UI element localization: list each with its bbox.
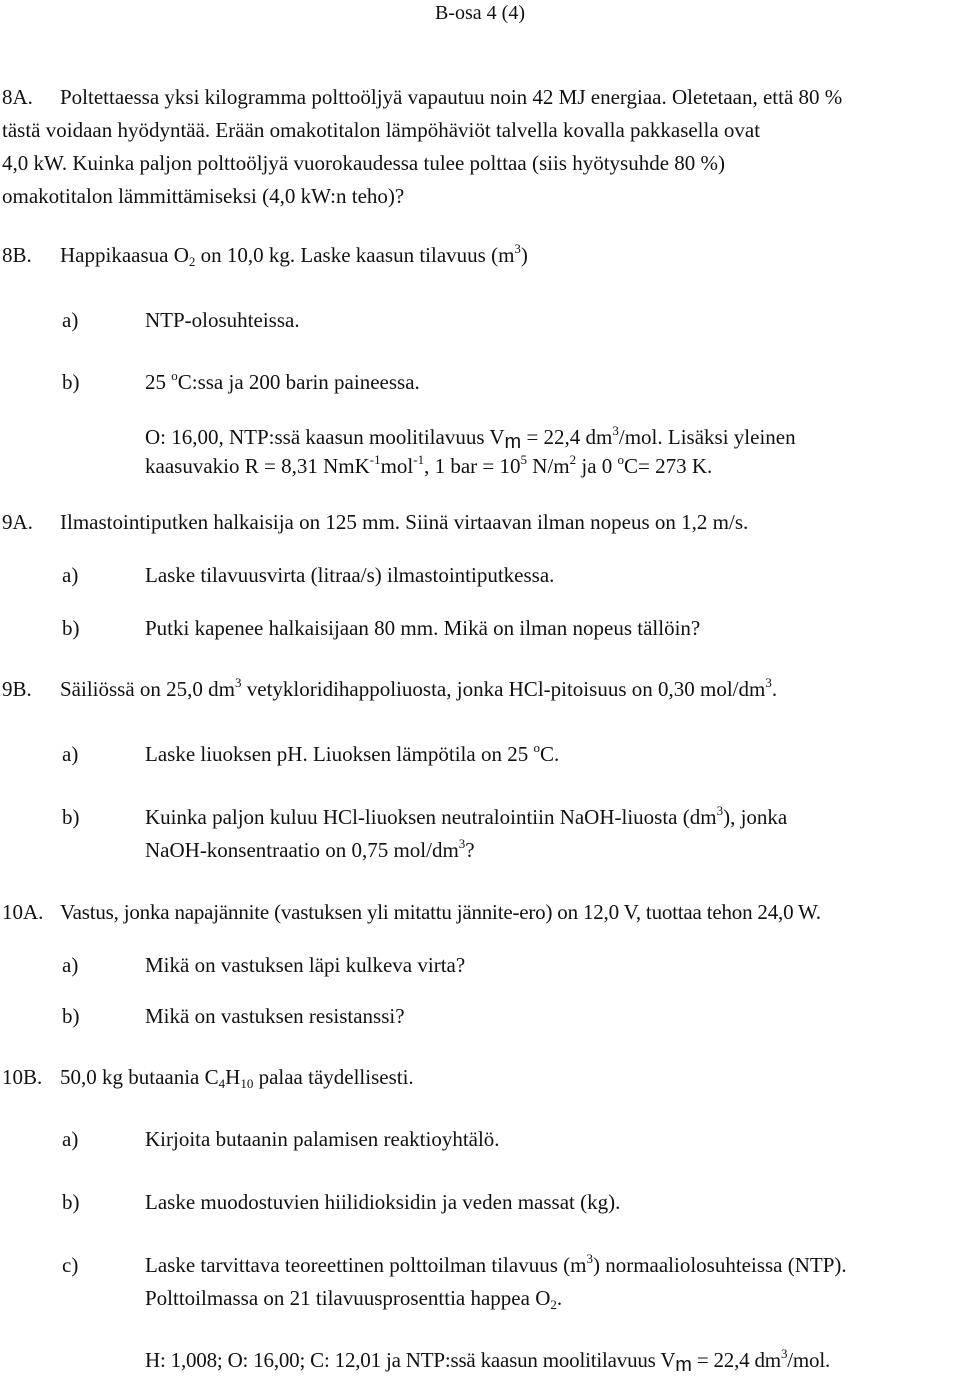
question-number: 8A. [2, 85, 33, 109]
subquestion-label: b) [62, 370, 80, 394]
subquestion-label: a) [62, 308, 79, 332]
question-intro: Happikaasua $O_2$ on 10,0 kg. Laske kaasun tilavuus $(m^3)$ [60, 241, 528, 269]
given-data-line: H: 1,008; O: 16,00; C: 12,01 ja NTP:ssä kaasun moolitilavuus $V_m = 22,4$ $dm^3$/mol. [145, 1346, 831, 1376]
page-header: B-osa 4 (4) [435, 2, 525, 24]
question-number: 10B. [2, 1065, 43, 1089]
subquestion-text: Mikä on vastuksen läpi kulkeva virta? [145, 953, 466, 977]
question-number: 8B. [2, 243, 32, 267]
subquestion-label: b) [62, 805, 80, 829]
subquestion-label: a) [62, 1127, 79, 1151]
subquestion-text: 25 $^o$C:ssa ja 200 barin paineessa. [145, 368, 420, 394]
subquestion-text: Mikä on vastuksen resistanssi? [145, 1004, 405, 1028]
subquestion-text: Laske muodostuvien hiilidioksidin ja veden massat (kg). [145, 1190, 621, 1214]
subquestion-text: NTP-olosuhteissa. [145, 308, 300, 332]
subquestion-text: Laske liuoksen pH. Liuoksen lämpötila on 25 $^o$C. [145, 740, 560, 766]
question-intro: Vastus, jonka napajännite (vastuksen yli mitattu jännite-ero) on 12,0 V, tuottaa tehon 24,0 W. [60, 900, 821, 924]
question-text-line: 4,0 kW. Kuinka paljon polttoöljyä vuorokaudessa tulee polttaa (siis hyötysuhde 80 %) [2, 151, 726, 175]
question-intro: Säiliössä on 25,0 $dm^3$ vetykloridihappoliuosta, jonka HCl-pitoisuus on 0,30 mol/$dm^3$. [60, 675, 778, 701]
question-text-line: tästä voidaan hyödyntää. Erään omakotitalon lämpöhäviöt talvella kovalla pakkasella ovat [2, 118, 761, 142]
subquestion-text: Polttoilmassa on 21 tilavuusprosenttia happea $O_2$. [145, 1286, 563, 1312]
subquestion-text: Kirjoita butaanin palamisen reaktioyhtälö. [145, 1127, 500, 1151]
question-number: 9B. [2, 677, 32, 701]
subquestion-label: b) [62, 616, 80, 640]
subquestion-text: Putki kapenee halkaisijaan 80 mm. Mikä on ilman nopeus tällöin? [145, 616, 701, 640]
subquestion-text: Laske tilavuusvirta (litraa/s) ilmastointiputkessa. [145, 563, 555, 587]
question-text-line: omakotitalon lämmittämiseksi (4,0 kW:n teho)? [2, 184, 405, 208]
subquestion-label: b) [62, 1190, 80, 1214]
question-intro: 50,0 kg butaania $C_4H_{10}$ palaa täydellisesti. [60, 1065, 414, 1091]
question-number: 9A. [2, 510, 33, 534]
subquestion-label: a) [62, 742, 79, 766]
subquestion-text: Kuinka paljon kuluu HCl-liuoksen neutralointiin NaOH-liuosta $(dm^3)$, jonka [145, 803, 788, 829]
subquestion-text: NaOH-konsentraatio on 0,75 mol/$dm^3$? [145, 836, 475, 862]
subquestion-text: Laske tarvittava teoreettinen polttoilman tilavuus $(m^3)$ normaaliolosuhteissa (NTP). [145, 1251, 847, 1277]
subquestion-label: b) [62, 1004, 80, 1028]
subquestion-label: a) [62, 563, 79, 587]
question-intro: Ilmastointiputken halkaisija on 125 mm. Siinä virtaavan ilman nopeus on 1,2 m/s. [60, 510, 749, 534]
given-data-line: kaasuvakio R = 8,31 NmK$^{-1}$mol$^{-1}$, 1 bar = $10^5$ $N/m^2$ ja 0 $^o$C= 273 K. [145, 452, 713, 478]
question-number: 10A. [2, 900, 44, 924]
question-text-line: Poltettaessa yksi kilogramma polttoöljyä vapautuu noin 42 MJ energiaa. Oletetaan, että 80 % [60, 85, 843, 109]
subquestion-label: a) [62, 953, 79, 977]
given-data-line: O: 16,00, NTP:ssä kaasun moolitilavuus $V_m = 22,4$ $dm^3$/mol. Lisäksi yleinen [145, 423, 796, 453]
subquestion-label: c) [62, 1253, 79, 1277]
